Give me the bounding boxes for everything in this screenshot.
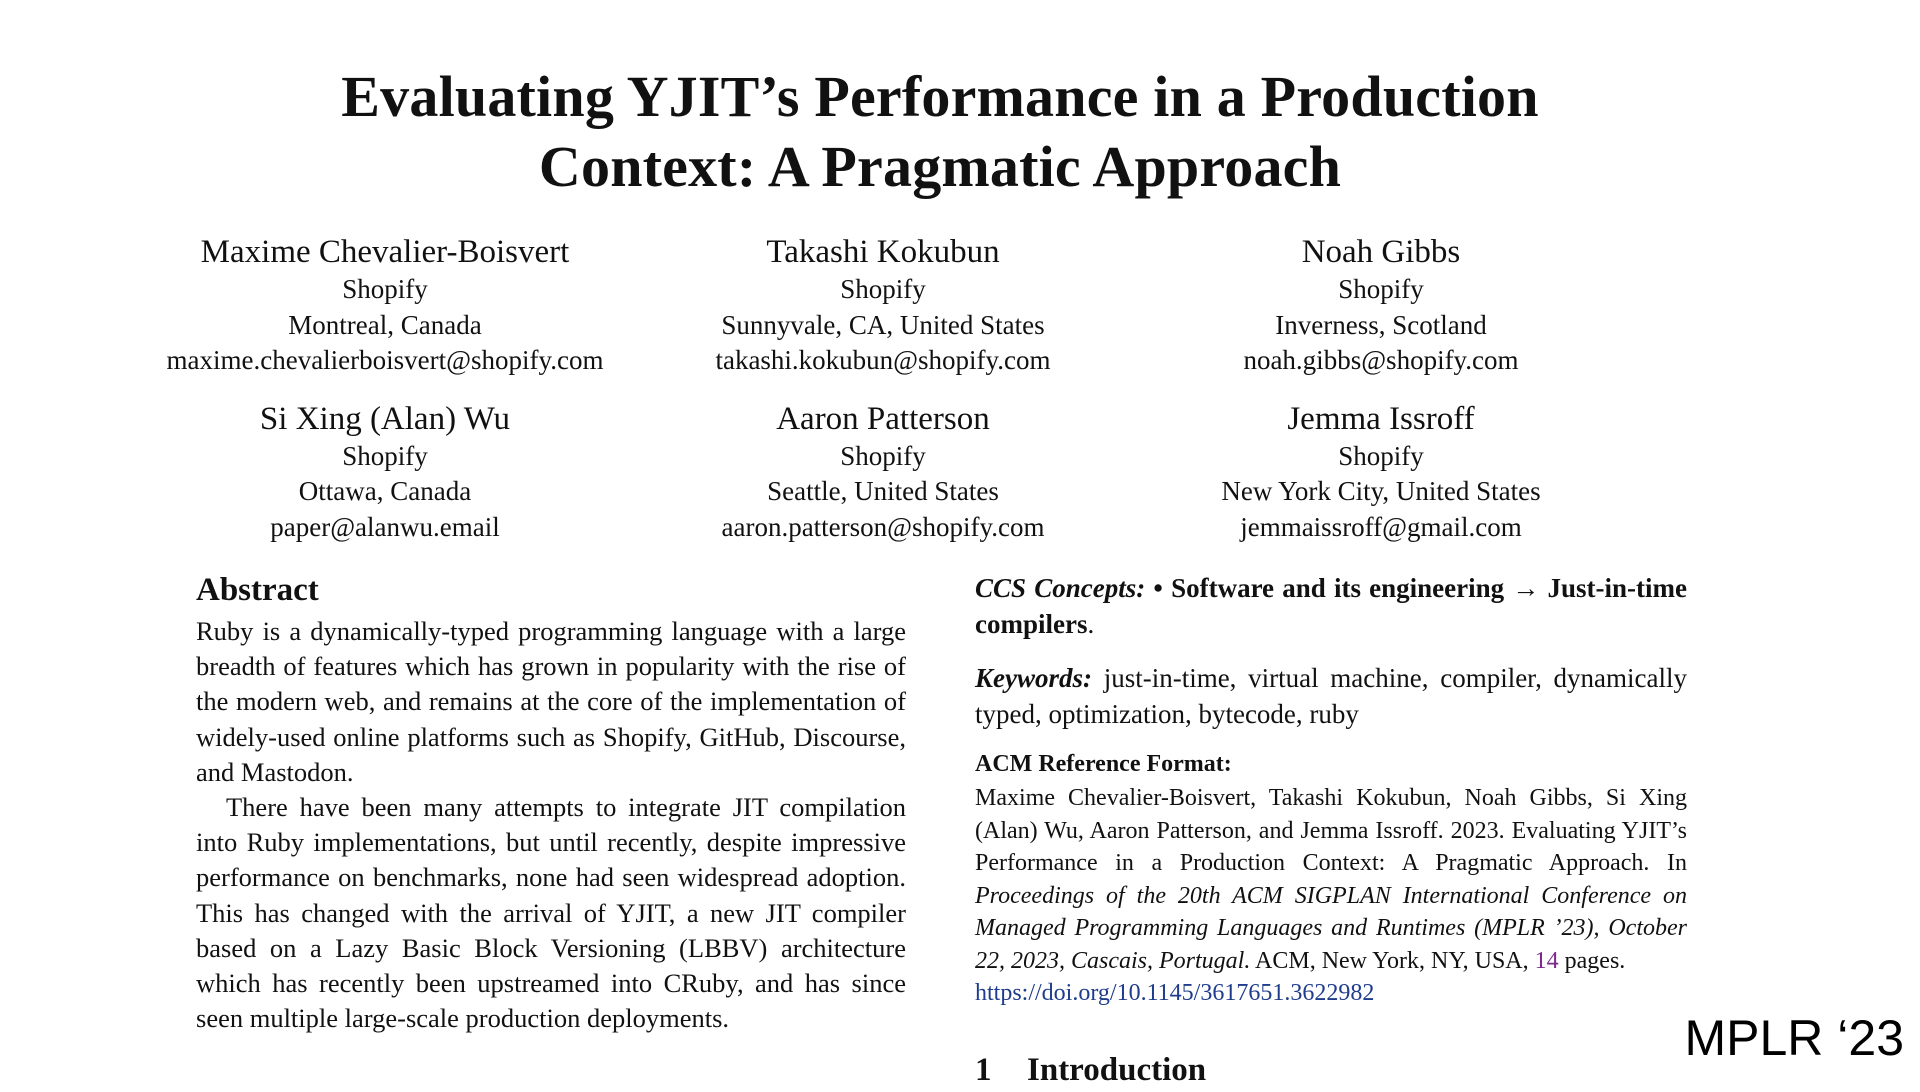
author-location: New York City, United States [1221,476,1541,506]
author-org: Shopify [1338,274,1424,304]
author-name: Noah Gibbs [1301,234,1461,270]
abstract-heading: Abstract [196,572,319,608]
author-location: Sunnyvale, CA, United States [721,309,1045,340]
acm-proceedings: Proceedings of the 20th ACM SIGPLAN International Conference on Managed Programming Languages and Runtimes (MPLR ’23), October 22, 2023, Cascais, Portugal. [975,882,1687,974]
author-name: Si Xing (Alan) Wu [259,400,511,437]
author-location: Inverness, Scotland [1275,309,1487,340]
ccs-concepts [975,570,1687,642]
author-block [167,232,604,379]
author-org: Shopify [840,274,926,304]
author-email[interactable]: maxime.chevalierboisvert@shopify.com [166,345,604,375]
venue-label: MPLR ‘23 [1684,1010,1904,1066]
ccs-label: CCS Concepts: [975,573,1146,603]
acm-reference-text [975,782,1687,1010]
left-column [196,568,906,1036]
author-grid [150,232,1650,545]
acm-pages-word: pages. [1558,947,1626,974]
author-email[interactable]: takashi.kokubun@shopify.com [715,345,1051,375]
author-block [721,399,1044,546]
title-line-2: Context: A Pragmatic Approach [538,134,1342,199]
author-block [260,399,510,546]
author-email[interactable]: noah.gibbs@shopify.com [1243,345,1519,375]
author-org: Shopify [1338,440,1424,471]
author-location: Ottawa, Canada [298,476,472,506]
keywords-text: just-in-time, virtual machine, compiler, dynamically typed, optimization, bytecode, ruby [975,663,1687,729]
author-email[interactable]: aaron.patterson@shopify.com [721,511,1045,542]
abstract-paragraph-2: There have been many attempts to integrate JIT compilation into Ruby implementations, but until recently, despite impressive performance on benchmarks, none had seen widespread adoption. This has changed with the arrival of YJIT, a new JIT compiler based on a Lazy Basic Block Versioning (LBBV) architecture which has recently been upstreamed into CRuby, and has since seen multiple large-scale production deployments. [196,792,906,1034]
author-name: Takashi Kokubun [766,234,1000,270]
ccs-text: • Software and its engineering → Just-in-time compilers [975,573,1688,639]
section-number: 1 [975,1052,992,1088]
acm-reference-heading: ACM Reference Format: [975,751,1232,777]
ccs-period: . [1087,609,1095,639]
author-name: Jemma Issroff [1287,400,1475,437]
author-email[interactable]: jemmaissroff@gmail.com [1240,511,1522,542]
author-location: Montreal, Canada [288,309,482,340]
author-name: Maxime Chevalier-Boisvert [200,234,570,270]
acm-publisher: ACM, New York, NY, USA, [1250,947,1535,974]
section-title: Introduction [1027,1052,1207,1088]
keywords [975,660,1687,732]
acm-citation-main: Maxime Chevalier-Boisvert, Takashi Kokubun, Noah Gibbs, Si Xing (Alan) Wu, Aaron Patterson, and Jemma Issroff. 2023. Evaluating YJIT’s Performance in a Production Context: A Pragmatic Approach. In [975,785,1687,876]
author-name: Aaron Patterson [776,400,990,437]
acm-pages-link[interactable]: 14 [1534,947,1559,974]
author-org: Shopify [342,274,428,304]
author-org: Shopify [840,440,926,471]
abstract-paragraph-1: Ruby is a dynamically-typed programming language with a large breadth of features which has grown in popularity with the rise of the modern web, and remains at the core of the implementation of widely-used online platforms such as Shopify, GitHub, Discourse, and Mastodon. [196,616,906,787]
author-email[interactable]: paper@alanwu.email [270,511,500,542]
right-column [975,570,1687,1010]
author-org: Shopify [342,440,428,471]
introduction-heading [975,1048,1206,1092]
paper-title [160,62,1720,202]
author-block [1243,232,1518,379]
author-block [715,232,1050,379]
keywords-label: Keywords: [975,663,1092,693]
title-line-1: Evaluating YJIT’s Performance in a Production [341,64,1539,129]
author-block [1221,399,1540,546]
doi-link[interactable]: https://doi.org/10.1145/3617651.3622982 [975,980,1375,1006]
author-location: Seattle, United States [767,476,999,506]
